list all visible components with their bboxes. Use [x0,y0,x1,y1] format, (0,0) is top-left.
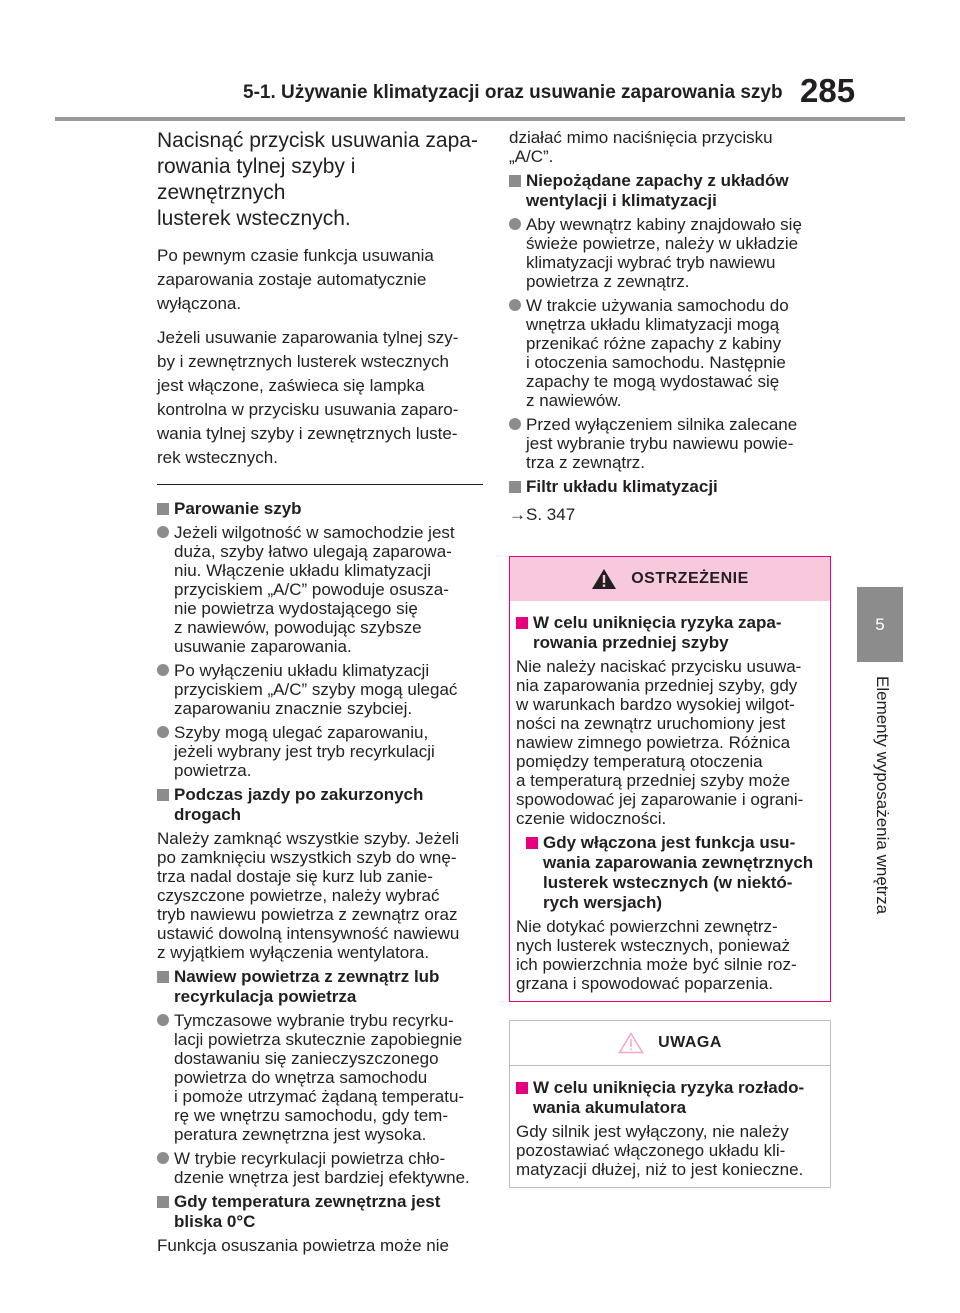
text-line: nia zaparowania przedniej szyby, gdy [516,676,798,695]
caution-triangle-icon [618,1032,644,1054]
section-heading [157,785,483,825]
warning-paragraph [516,917,826,993]
text-line: pomiędzy temperaturą otoczenia [516,752,763,771]
text-line: peratura zewnętrzna jest wysoka. [174,1125,427,1144]
text-line: czenie widoczności. [516,809,667,828]
text-line: Podczas jazdy po zakurzonych [174,785,424,804]
text-line: powietrza. [174,761,252,780]
text-line: Jeżeli usuwanie zaparowania tylnej szy- [157,328,459,347]
bullet-item [157,723,483,780]
text-line: Jeżeli wilgotność w samochodzie jest [174,523,455,542]
text-line: trza z zewnątrz. [526,453,646,472]
text-line: wyłączona. [157,294,242,313]
text-line: klimatyzacji wybrać tryb nawiewu [526,253,776,272]
text-line: jest wybranie trybu nawiewu powie- [526,434,794,453]
bullet-item [509,415,833,472]
chapter-number: 5 [875,614,885,634]
text-line: Należy zamknąć wszystkie szyby. Jeżeli [157,829,459,848]
warning-box-header [510,557,830,601]
intro-heading [157,128,483,232]
text-line: kontrolna w przycisku usuwania zaparo- [157,400,459,419]
intro-paragraph [157,244,483,316]
text-line: niu. Włączenie układu klimatyzacji [174,561,431,580]
text-line: lacji powietrza skutecznie zapobiegnie [174,1030,463,1049]
text-line: i otoczenia samochodu. Następnie [526,353,786,372]
text-line: rowania przedniej szyby [533,633,729,652]
text-line: działać mimo naciśnięcia przycisku [509,128,773,147]
text-line: W trakcie używania samochodu do [526,296,789,315]
paragraph [509,128,833,166]
warning-paragraph [516,657,826,828]
text-line: z wyjątkiem wyłączenia wentylatora. [157,943,430,962]
text-line: pozostawiać włączonego układu kli- [516,1141,786,1160]
text-line: usuwanie zaparowania. [174,637,352,656]
section-heading: Parowanie szyb [157,499,483,519]
section-heading [157,1192,483,1232]
warning-box [509,556,831,1002]
text-line: duża, szyby łatwo ulegają zaparowa- [174,542,452,561]
section-heading: Filtr układu klimatyzacji [509,477,833,497]
text-line: nie powietrza wydostającego się [174,599,418,618]
chapter-label: Elementy wyposażenia wnętrza [873,676,892,915]
text-line: wania zaparowania zewnętrznych [543,853,814,872]
section-heading [509,171,833,211]
text-line: przyciskiem „A/C” powoduje osusza- [174,580,449,599]
text-line: przyciskiem „A/C” szyby mogą ulegać [174,680,458,699]
text-line: ustawić dowolną intensywność nawiewu [157,924,460,943]
text-line: Po pewnym czasie funkcja usuwania [157,246,434,265]
text-line: Funkcja osuszania powietrza może nie [157,1236,449,1255]
text-line: świeże powietrze, należy w układzie [526,234,799,253]
text-line: dostawaniu się zanieczyszczonego [174,1049,439,1068]
text-line: zapachy te mogą wydostawać się [526,372,780,391]
text-line: ności na zewnątrz uruchomiony jest [516,714,786,733]
text-line: rek wstecznych. [157,448,278,467]
text-line: Aby wewnątrz kabiny znajdowało się [526,215,802,234]
text-line: Gdy temperatura zewnętrzna jest [174,1192,441,1211]
text-line: Szyby mogą ulegać zaparowaniu, [174,723,429,742]
running-header: 5-1. Używanie klimatyzacji oraz usuwanie zaparowania szyb [243,82,783,103]
bullet-item [509,296,833,410]
text-line: lusterek wstecznych. [157,207,351,230]
section-heading [157,967,483,1007]
text-line: powietrza do wnętrza samochodu [174,1068,428,1087]
text-line: powietrza z zewnątrz. [526,272,690,291]
paragraph [157,1236,483,1255]
text-line: Nacisnąć przycisk usuwania zapa- [157,129,478,152]
text-line: Po wyłączeniu układu klimatyzacji [174,661,430,680]
text-line: jeżeli wybrany jest tryb recyrkulacji [174,742,435,761]
warning-triangle-icon [591,568,617,590]
text-line: Tymczasowe wybranie trybu recyrku- [174,1011,454,1030]
text-line: zaparowaniu znacznie szybciej. [174,699,413,718]
warning-title: OSTRZEŻENIE [631,570,749,587]
right-column [509,128,833,529]
text-line: ich powierzchnia może być silnie roz- [516,955,797,974]
bullet-item [157,1011,483,1144]
text-line: W celu uniknięcia ryzyka rozłado- [533,1078,805,1097]
text-line: a temperaturą przedniej szyby może [516,771,791,790]
text-line: Nie należy naciskać przycisku usuwa- [516,657,802,676]
text-line: czyszczone powietrze, należy wybrać [157,886,440,905]
text-line: W trybie recyrkulacji powietrza chło- [174,1149,446,1168]
text-line: matyzacji dłużej, niż to jest konieczne. [516,1160,804,1179]
text-line: z nawiewów. [526,391,622,410]
text-line: po zamknięciu wszystkich szyb do wnę- [157,848,457,867]
notice-paragraph [516,1122,826,1179]
text-line: grzana i spowodować poparzenia. [516,974,774,993]
text-line: trza nadal dostaje się kurz lub zanie- [157,867,433,886]
text-line: rych wersjach) [543,893,663,912]
paragraph [157,829,483,962]
text-line: by i zewnętrznych lusterek wstecznych [157,352,449,371]
bullet-item [509,215,833,291]
text-line: Gdy silnik jest wyłączony, nie należy [516,1122,789,1141]
notice-title: UWAGA [658,1034,722,1051]
text-line: Przed wyłączeniem silnika zalecane [526,415,798,434]
text-line: zaparowania zostaje automatycznie [157,270,427,289]
notice-box [509,1020,831,1188]
text-line: spowodować jej zaparowanie i ograni- [516,790,804,809]
text-line: w warunkach bardzo wysokiej wilgot- [516,695,795,714]
text-line: W celu uniknięcia ryzyka zapa- [533,613,782,632]
text-line: recyrkulacja powietrza [174,987,357,1006]
intro-paragraph [157,326,483,470]
text-line: Gdy włączona jest funkcja usu- [543,833,796,852]
text-line: wentylacji i klimatyzacji [526,191,717,210]
text-line: nawiew zimnego powietrza. Różnica [516,733,791,752]
header-rule [55,117,905,121]
chapter-tab [857,587,903,662]
text-line: wnętrza układu klimatyzacji mogą [526,315,780,334]
text-line: wania tylnej szyby i zewnętrznych luste- [157,424,458,443]
warning-heading [526,833,826,913]
section-divider [157,484,483,485]
left-column [157,128,483,1260]
text-line: i pomoże utrzymać żądaną temperatu- [174,1087,465,1106]
text-line: dzenie wnętrza jest bardziej efektywne. [174,1168,470,1187]
text-line: rowania tylnej szyby i zewnętrznych [157,155,356,204]
page-number: 285 [800,72,856,109]
text-line: drogach [174,805,242,824]
text-line: rę we wnętrzu samochodu, gdy tem- [174,1106,449,1125]
text-line: nych lusterek wstecznych, ponieważ [516,936,791,955]
text-line: Nawiew powietrza z zewnątrz lub [174,967,440,986]
text-line: bliska 0°C [174,1212,256,1231]
notice-box-header [510,1021,830,1066]
text-line: z nawiewów, powodując szybsze [174,618,422,637]
page-reference-link[interactable]: →S. 347 [509,505,576,524]
text-line: „A/C”. [509,147,554,166]
text-line: Nie dotykać powierzchni zewnętrz- [516,917,778,936]
text-line: jest włączone, zaświeca się lampka [157,376,425,395]
text-line: tryb nawiewu powietrza z zewnątrz oraz [157,905,458,924]
warning-body [510,601,830,993]
text-line: przenikać różne zapachy z kabiny [526,334,782,353]
bullet-item [157,523,483,656]
warning-heading [516,613,826,653]
text-line: Niepożądane zapachy z układów [526,171,789,190]
bullet-item [157,661,483,718]
text-line: wania akumulatora [533,1098,687,1117]
notice-body [510,1066,830,1179]
notice-heading [516,1078,826,1118]
text-line: lusterek wstecznych (w niektó- [543,873,793,892]
bullet-item [157,1149,483,1187]
